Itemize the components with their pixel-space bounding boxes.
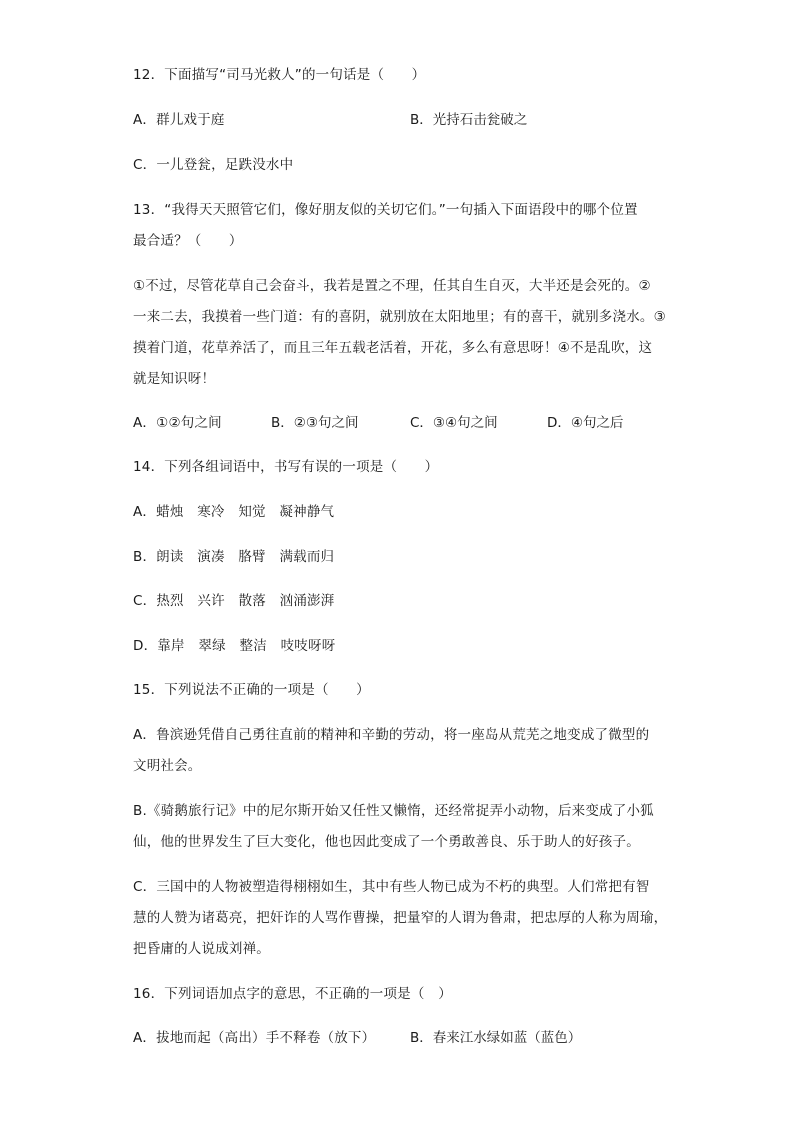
q15-option-a-line-2: 文明社会。	[133, 758, 202, 774]
q15-option-b-line-1: B.《骑鹅旅行记》中的尼尔斯开始又任性又懒惰，还经常捉弄小动物，后来变成了小狐	[133, 803, 654, 819]
q16-option-a: A．拔地而起（高出）手不释卷（放下）	[133, 1030, 376, 1046]
q12-option-c: C．一儿登瓮，足跌没水中	[133, 157, 294, 173]
q13-option-a: A．①②句之间	[133, 415, 222, 431]
q15-option-c-line-2: 慧的人赞为诸葛亮，把奸诈的人骂作曹操，把量窄的人谓为鲁肃，把忠厚的人称为周瑜，	[133, 910, 668, 926]
q13-passage-line-2: 一来二去，我摸着一些门道：有的喜阴，就别放在太阳地里；有的喜干，就别多浇水。③	[133, 309, 666, 325]
q14-option-a: A．蜡烛 寒冷 知觉 凝神静气	[133, 504, 335, 520]
q15-option-c-line-3: 把昏庸的人说成刘禅。	[133, 941, 270, 957]
q14-option-d: D．靠岸 翠绿 整洁 吱吱呀呀	[133, 638, 336, 654]
q13-stem-line-2: 最合适？（ ）	[133, 233, 243, 249]
q13-option-b: B．②③句之间	[271, 415, 359, 431]
q13-passage-line-1: ①不过，尽管花草自己会奋斗，我若是置之不理，任其自生自灭，大半还是会死的。②	[133, 278, 651, 294]
q15-option-b-line-2: 仙，他的世界发生了巨大变化，他也因此变成了一个勇敢善良、乐于助人的好孩子。	[133, 834, 640, 850]
q12-option-a: A．群儿戏于庭	[133, 112, 225, 128]
q12-stem: 12．下面描写“司马光救人”的一句话是（ ）	[133, 67, 426, 83]
q15-option-c-line-1: C．三国中的人物被塑造得栩栩如生，其中有些人物已成为不朽的典型。人们常把有智	[133, 879, 650, 895]
q15-stem: 15．下列说法不正确的一项是（ ）	[133, 682, 370, 698]
q16-option-b: B．春来江水绿如蓝（蓝色）	[410, 1030, 582, 1046]
q13-option-d: D．④句之后	[547, 415, 624, 431]
q14-option-b: B．朗读 演凑 胳臂 满载而归	[133, 549, 335, 565]
q14-option-c: C．热烈 兴许 散落 汹涌澎湃	[133, 593, 335, 609]
q13-passage-line-3: 摸着门道，花草养活了，而且三年五载老活着，开花，多么有意思呀！④不是乱吹，这	[133, 340, 653, 356]
q12-option-b: B．光持石击瓮破之	[410, 112, 528, 128]
q14-stem: 14．下列各组词语中，书写有误的一项是（ ）	[133, 459, 439, 475]
q13-stem-line-1: 13．“我得天天照管它们，像好朋友似的关切它们。”一句插入下面语段中的哪个位置	[133, 202, 638, 218]
q13-option-c: C．③④句之间	[410, 415, 498, 431]
q15-option-a-line-1: A．鲁滨逊凭借自己勇往直前的精神和辛勤的劳动，将一座岛从荒芜之地变成了微型的	[133, 727, 650, 743]
q13-passage-line-4: 就是知识呀！	[133, 371, 216, 387]
q16-stem: 16．下列词语加点字的意思，不正确的一项是（ ）	[133, 986, 452, 1002]
